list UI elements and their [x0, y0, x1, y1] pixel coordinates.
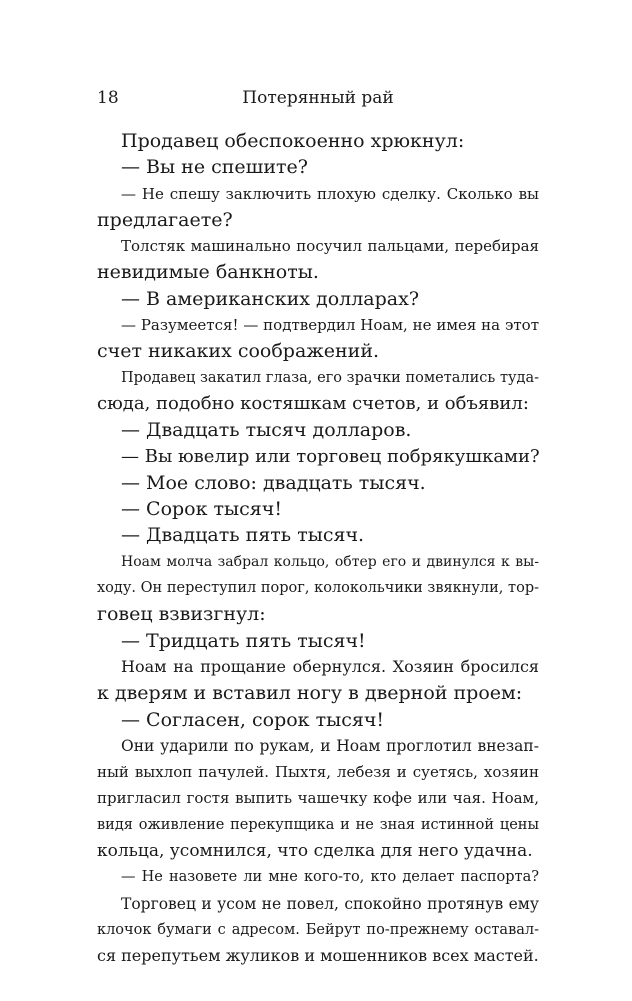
- text-line: говец взвизгнул:: [97, 603, 266, 626]
- text-line: — Вы не спешите?: [121, 156, 308, 179]
- text-line: Ноам на прощание обернулся. Хозяин бросился: [121, 656, 539, 676]
- text-line: — Не спешу заключить плохую сделку. Сколько вы: [121, 184, 539, 203]
- text-line: невидимые банкноты.: [97, 261, 319, 284]
- text-line: — В американских долларах?: [121, 287, 420, 310]
- text-line: видя оживление перекупщика и не зная истинной цены: [97, 816, 539, 833]
- text-line: Они ударили по рукам, и Ноам проглотил внезап-: [121, 736, 539, 755]
- text-line: сюда, подобно костяшкам счетов, и объявил:: [97, 392, 529, 414]
- text-line: ся перепутьем жуликов и мошенников всех мастей.: [97, 946, 539, 966]
- text-line: — Мое слово: двадцать тысяч.: [121, 471, 426, 494]
- text-line: Ноам молча забрал кольцо, обтер его и двинулся к вы-: [121, 553, 539, 570]
- text-line: — Двадцать пять тысяч.: [121, 524, 365, 547]
- text-line: — Сорок тысяч!: [121, 498, 282, 521]
- running-title: Потерянный рай: [242, 88, 394, 108]
- text-line: Продавец закатил глаза, его зрачки пометались туда-: [121, 369, 539, 386]
- page-number: 18: [97, 88, 119, 108]
- page-header: [97, 88, 539, 112]
- text-line: пригласил гостя выпить чашечку кофе или чая. Ноам,: [97, 789, 539, 808]
- text-line: Толстяк машинально посучил пальцами, перебирая: [121, 237, 539, 256]
- text-line: к дверям и вставил ногу в дверной проем:: [97, 682, 523, 705]
- text-line: — Не назовете ли мне кого-то, кто делает паспорта?: [121, 869, 539, 886]
- text-line: — Разумеется! — подтвердил Ноам, не имея на этот: [121, 316, 539, 335]
- text-line: кольца, усомнился, что сделка для него удачна.: [97, 841, 533, 862]
- body-text: [97, 128, 539, 970]
- text-line: ходу. Он переступил порог, колокольчики звякнули, тор-: [97, 580, 539, 597]
- text-line: — Тридцать пять тысяч!: [121, 629, 366, 652]
- text-line: Торговец и усом не повел, спокойно протянув ему: [121, 894, 539, 913]
- text-line: счет никаких соображений.: [97, 340, 380, 363]
- text-line: предлагаете?: [97, 208, 233, 231]
- text-line: ный выхлоп пачулей. Пыхтя, лебезя и суетясь, хозяин: [97, 763, 539, 782]
- text-line: — Вы ювелир или торговец побрякушками?: [121, 445, 540, 467]
- text-line: — Двадцать тысяч долларов.: [121, 419, 412, 442]
- text-line: Продавец обеспокоенно хрюкнул:: [121, 130, 465, 152]
- text-line: клочок бумаги с адресом. Бейрут по-прежнему оставал-: [97, 921, 539, 938]
- text-line: — Согласен, сорок тысяч!: [121, 708, 385, 731]
